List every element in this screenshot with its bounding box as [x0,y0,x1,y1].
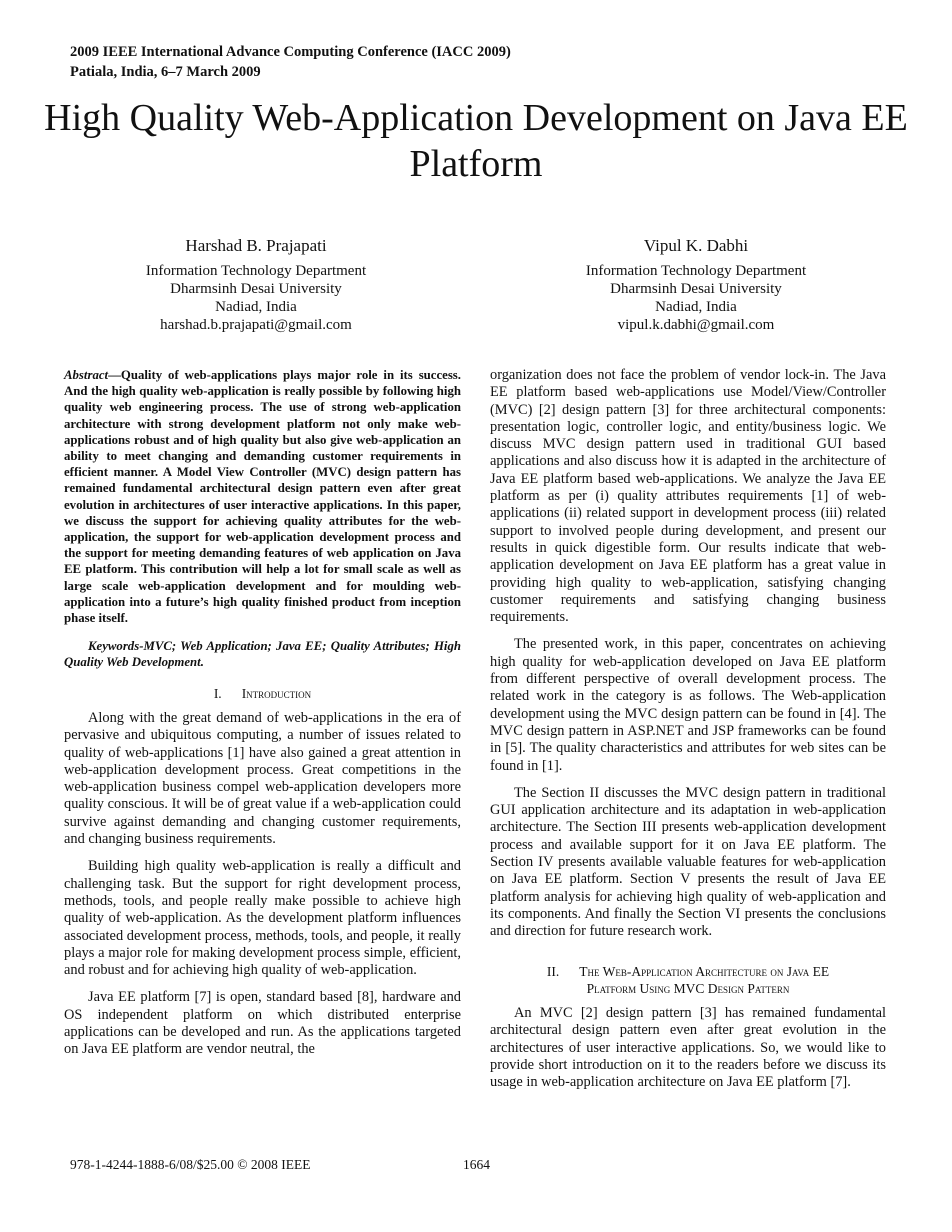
section-title-line-2: Platform Using MVC Design Pattern [586,980,790,996]
section-title: Introduction [241,685,312,701]
paragraph: An MVC [2] design pattern [3] has remained fundamental architectural design pattern even after great evolution in the architectures of user interactive applications. So, we would like to provide short introduction on it to the readers before we discuss its usage in web-application architecture on Java EE platform [7]. [490,1005,886,1091]
left-column [64,367,461,1059]
page-number: 1664 [463,1157,490,1172]
author-email: vipul.k.dabhi@gmail.com [617,317,775,333]
conference-line-2: Patiala, India, 6–7 March 2009 [70,64,261,80]
author-block-1 [96,235,416,334]
section-number: I. [213,685,222,701]
author-name: Harshad B. Prajapati [185,236,327,255]
author-block-2 [536,235,856,334]
right-column [490,367,886,1092]
author-department: Information Technology Department [145,263,367,279]
conference-header [70,42,511,82]
abstract-text: —Quality of web-applications plays major role in its success. And the high quality web-application is really possible by following high quality web engineering process. The use of strong web-application architecture with strong development platform not only make web-applications robust and of high quality but also give web-application an ability to meet changing and demanding customer requirements in efficient manner. A Model View Controller (MVC) design pattern has remained fundamental architectural design pattern even after great evolution in architectures of user interactive applications. In this paper, we discuss the support for achieving quality attributes for the web-application, the support for web-application development process and the support for meeting demanding features of web application on Java EE platform. This contribution will help a lot for small scale as well as large scale web-application development and for moulding web-application into a future’s high quality finished product from inception phase itself. [64,368,461,626]
section-heading [64,685,461,702]
section-number: II. [546,963,560,979]
author-name: Vipul K. Dabhi [643,236,749,255]
section-title-line-1: The Web-Application Architecture on Java EE [579,963,830,979]
paragraph: Along with the great demand of web-applications in the era of pervasive and ubiquitous computing, a number of issues related to quality of web-applications [1] have also gained a great attention in web-application development process. Great competitions in the web-application business compel web-application developers more quality conscious. It will be of great value if a web-application could survive against demanding and changing customer requirements, and changing business requirements. [64,709,461,848]
author-university: Dharmsinh Desai University [610,281,782,297]
copyright-footer: 978-1-4244-1888-6/08/$25.00 © 2008 IEEE [70,1157,311,1172]
author-department: Information Technology Department [585,263,807,279]
paragraph: organization does not face the problem of vendor lock-in. The Java EE platform based web-applications use Model/View/Controller (MVC) [2] design pattern [3] for three architectural components: presentation logic, controller logic, and entity/business logic. We discuss MVC design pattern used in traditional GUI based applications and also discuss how it is adapted in the architecture of Java EE platform based web-applications. We analyze the Java EE platform as per (i) quality attributes requirements [1] of web-applications (ii) related support in development process (iii) related support to involved people during development, and present our results in quick digestible form. Our results indicate that web-application development on Java EE platform has a great value in providing high quality to web-application, satisfying changing customer requirements and satisfying changing business requirements. [490,367,886,626]
author-location: Nadiad, India [215,299,297,315]
conference-line-1: 2009 IEEE International Advance Computing Conference (IACC 2009) [70,44,511,60]
author-university: Dharmsinh Desai University [170,281,342,297]
paragraph: Building high quality web-application is really a difficult and challenging task. But the support for right development process, methods, tools, and people really make possible to achieve high quality of web-application. As the development platform influences associated development process, methods, tools, and people, it really plays a major role for making development process simple, efficient, and robust and for achieving high quality of web-application. [64,858,461,979]
abstract [64,367,461,626]
author-location: Nadiad, India [655,299,737,315]
paragraph: The Section II discusses the MVC design pattern in traditional GUI application architecture and its adaptation in web-application architecture. The Section III presents web-application development process and available support for it on Java EE platform. The Section IV presents available valuable features for web-application on Java EE platform. Section V presents the result of Java EE platform analysis for achieving high quality of web-application and its components. And finally the Section VI presents the conclusions and direction for future research work. [490,784,886,940]
paper-title: High Quality Web-Application Development on Java EE Platform [44,97,908,185]
keywords: Keywords-MVC; Web Application; Java EE; Quality Attributes; High Quality Web Development. [64,639,461,670]
paragraph: The presented work, in this paper, concentrates on achieving high quality for web-application developed on Java EE platform from different perspective of overall development process. The related work in the category is as follows. The Web-application development using the MVC design pattern can be found in [4]. The MVC design pattern in ASP.NET and JSP frameworks can be found in [5]. The quality characteristics and attributes for web sites can be found in [1]. [490,636,886,774]
abstract-label: Abstract [64,368,109,382]
paragraph: Java EE platform [7] is open, standard based [8], hardware and OS independent platform on which distributed enterprise applications can be developed and run. As the applications targeted on Java EE platform are vendor neutral, the [64,989,461,1058]
section-heading [490,963,886,998]
author-email: harshad.b.prajapati@gmail.com [160,317,352,333]
